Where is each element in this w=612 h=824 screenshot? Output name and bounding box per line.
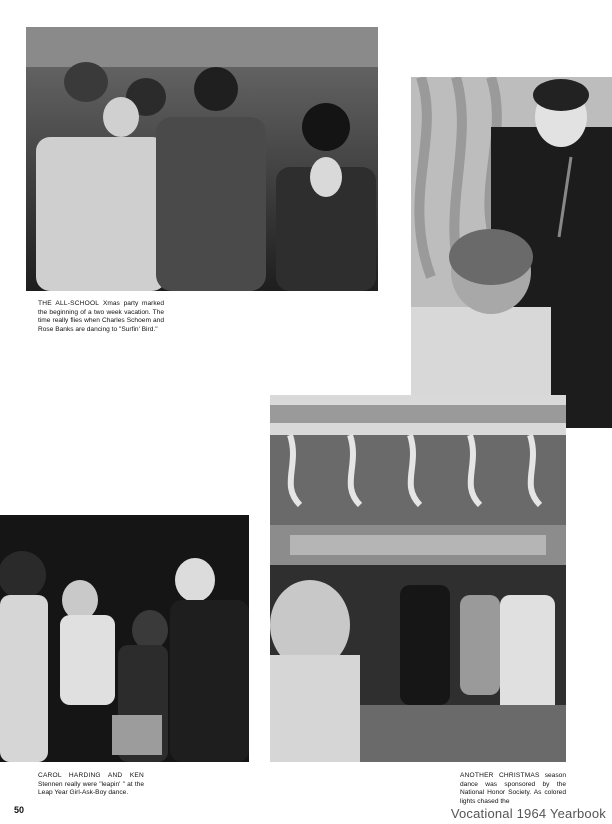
caption-christmas-dance — [460, 772, 566, 806]
photo-leap-year — [0, 515, 249, 762]
caption-text: Xmas party marked the beginning of a two week vacation. The time really flies when Charles Schoem and Rose Banks are dancing to "Surfin' Bird." — [38, 300, 164, 333]
caption-dance-party — [38, 300, 164, 334]
caption-leap-year — [38, 772, 144, 798]
page-number: 50 — [14, 805, 25, 815]
photo-dance-party — [26, 27, 378, 291]
caption-text: season dance was sponsored by the National Honor Society. As colored lights chased the — [460, 772, 566, 805]
watermark: Vocational 1964 Yearbook — [450, 806, 606, 821]
caption-lead: ANOTHER CHRISTMAS — [460, 772, 540, 779]
caption-text: Stennen really were "leapin' " at the Leap Year Girl-Ask-Boy dance. — [38, 780, 144, 797]
caption-lead: CAROL HARDING AND KEN — [38, 772, 144, 779]
caption-lead: THE ALL-SCHOOL — [38, 300, 100, 307]
photo-christmas-dance — [270, 395, 566, 762]
photo-singer — [411, 77, 612, 428]
